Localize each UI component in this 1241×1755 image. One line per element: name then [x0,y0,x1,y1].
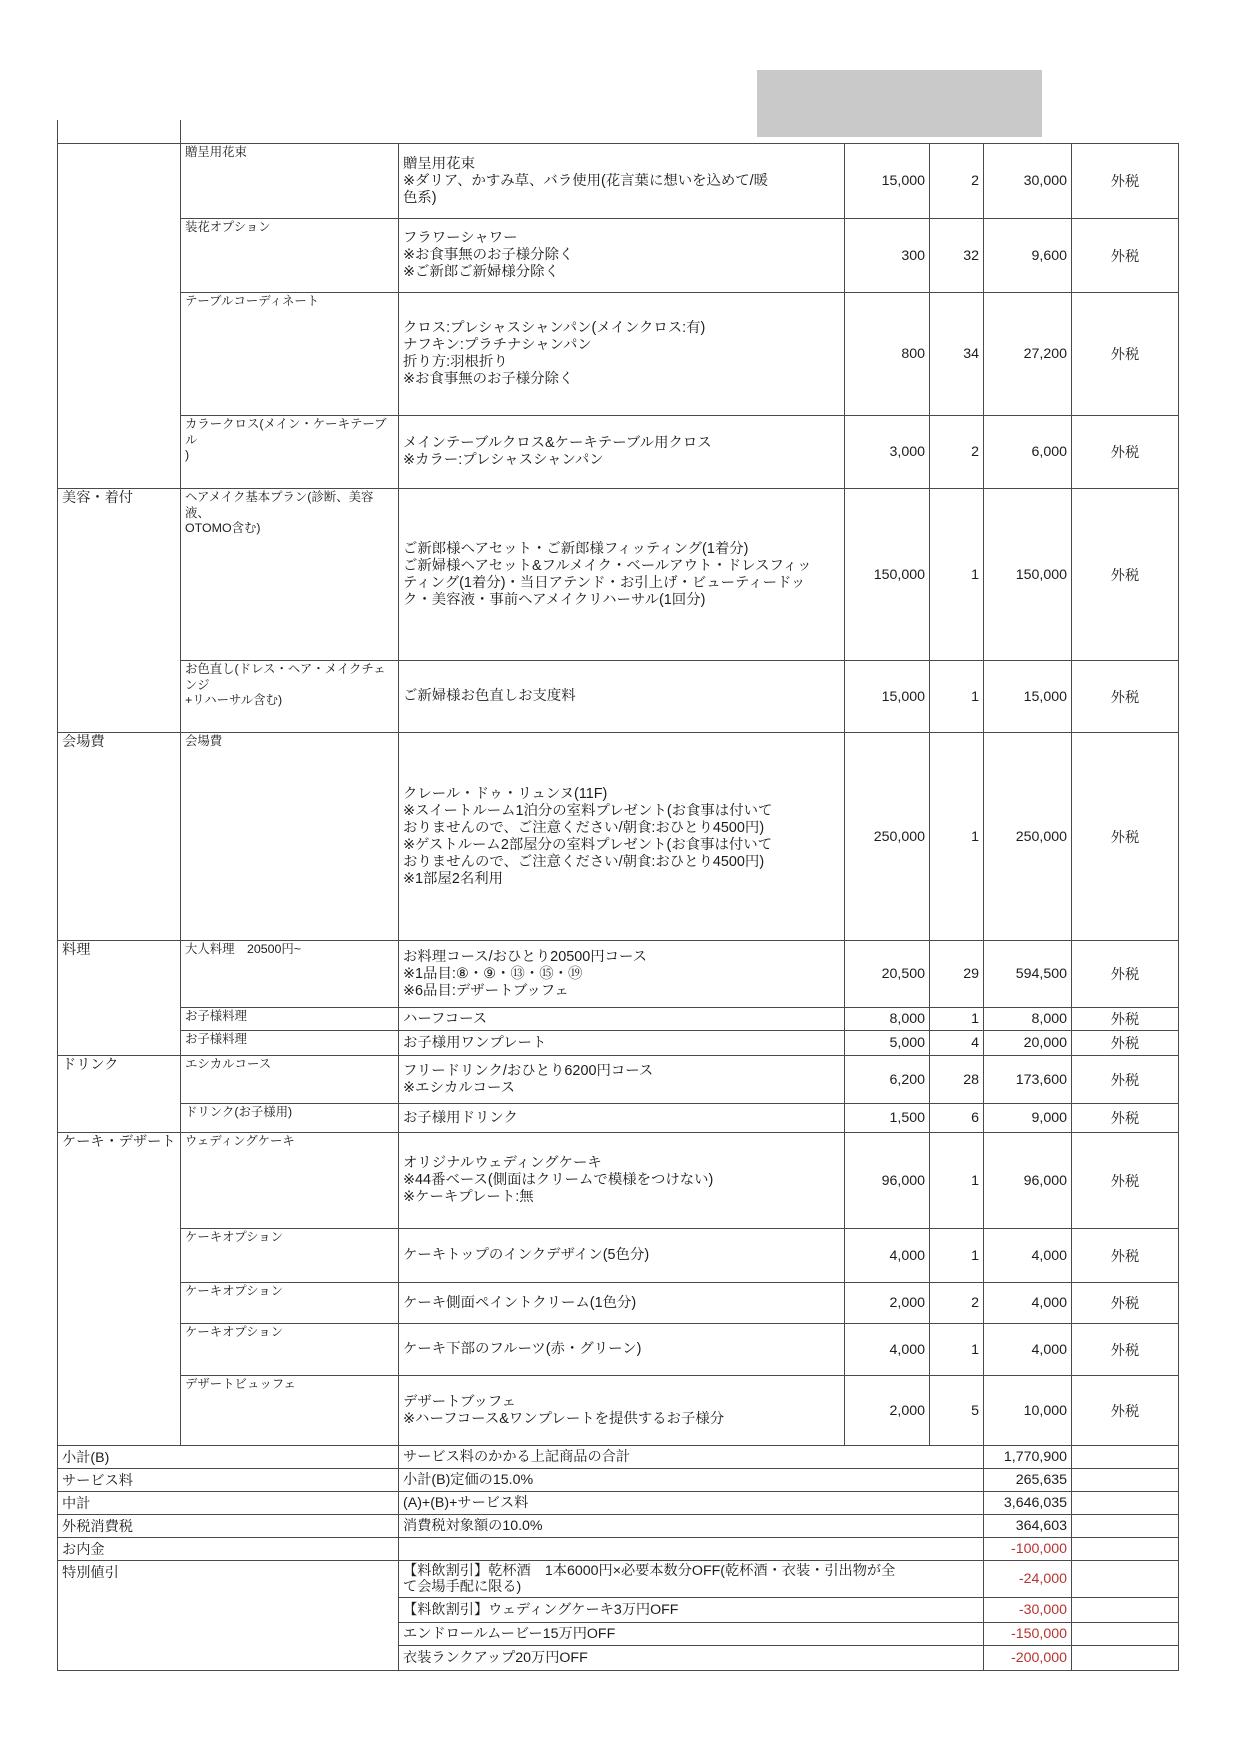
tax-type-cell: 外税 [1072,1229,1179,1283]
quantity-cell: 1 [930,1008,984,1031]
tax-type-cell: 外税 [1072,1031,1179,1056]
unit-price-cell: 20,500 [845,941,930,1008]
item-name-cell: 大人料理 20500円~ [181,941,399,1008]
redacted-gray-box [757,70,1042,137]
quantity-cell: 1 [930,1324,984,1376]
item-name-cell: お子様料理 [181,1031,399,1056]
quantity-cell: 32 [930,219,984,293]
unit-price-cell: 6,200 [845,1056,930,1104]
table-row [58,941,1179,1008]
table-row [58,1008,1179,1031]
estimate-items-table [57,143,1179,1671]
quantity-cell: 1 [930,489,984,661]
unit-price-cell: 15,000 [845,144,930,219]
item-name-cell: お色直し(ドレス・ヘア・メイクチェンジ +リハーサル含む) [181,661,399,733]
quantity-cell: 28 [930,1056,984,1104]
amount-cell: 6,000 [984,416,1072,489]
unit-price-cell: 800 [845,293,930,416]
description-cell: オリジナルウェディングケーキ ※44番ベース(側面はクリームで模様をつけない) ※ケーキプレート:無 [399,1133,845,1229]
blank-cell [1072,1598,1179,1623]
table-continuation-line [180,120,181,143]
tax-type-cell: 外税 [1072,1056,1179,1104]
quantity-cell: 1 [930,661,984,733]
table-row [58,1031,1179,1056]
category-cell: 料理 [58,941,181,1056]
discount-desc-cell: 【料飲割引】ウェディングケーキ3万円OFF [399,1598,984,1623]
item-name-cell: ケーキオプション [181,1283,399,1324]
tax-type-cell: 外税 [1072,489,1179,661]
description-cell: ご新婦様お色直しお支度料 [399,661,845,733]
amount-cell: 10,000 [984,1376,1072,1446]
category-cell: ドリンク [58,1056,181,1133]
unit-price-cell: 4,000 [845,1229,930,1283]
unit-price-cell: 250,000 [845,733,930,941]
table-row [58,661,1179,733]
description-cell: ハーフコース [399,1008,845,1031]
tax-type-cell: 外税 [1072,1008,1179,1031]
tax-type-cell: 外税 [1072,144,1179,219]
item-name-cell: エシカルコース [181,1056,399,1104]
discount-row [58,1561,1179,1598]
discount-value-cell: -30,000 [984,1598,1072,1623]
amount-cell: 9,600 [984,219,1072,293]
quantity-cell: 29 [930,941,984,1008]
table-row [58,1324,1179,1376]
blank-cell [1072,1515,1179,1538]
item-name-cell: ケーキオプション [181,1324,399,1376]
description-cell: 贈呈用花束 ※ダリア、かすみ草、バラ使用(花言葉に想いを込めて/暖 色系) [399,144,845,219]
summary-label-cell: お内金 [58,1538,399,1561]
table-row [58,1376,1179,1446]
amount-cell: 4,000 [984,1324,1072,1376]
blank-cell [1072,1623,1179,1646]
discount-label-cell: 特別値引 [58,1561,399,1671]
unit-price-cell: 15,000 [845,661,930,733]
table-row [58,733,1179,941]
summary-label-cell: 中計 [58,1492,399,1515]
item-name-cell: ドリンク(お子様用) [181,1104,399,1133]
unit-price-cell: 4,000 [845,1324,930,1376]
description-cell: ご新郎様ヘアセット・ご新郎様フィッティング(1着分) ご新婦様ヘアセット&フルメイク・ベールアウト・ドレスフィッ ティング(1着分)・当日アテンド・お引上げ・ビューティードッ ク・美容液・事前ヘアメイクリハーサル(1回分) [399,489,845,661]
description-cell: デザートブッフェ ※ハーフコース&ワンプレートを提供するお子様分 [399,1376,845,1446]
summary-desc-cell: 消費税対象額の10.0% [399,1515,984,1538]
summary-desc-cell [399,1538,984,1561]
description-cell: フリードリンク/おひとり6200円コース ※エシカルコース [399,1056,845,1104]
amount-cell: 150,000 [984,489,1072,661]
item-name-cell: 贈呈用花束 [181,144,399,219]
table-row [58,1056,1179,1104]
quantity-cell: 2 [930,144,984,219]
tax-type-cell: 外税 [1072,416,1179,489]
quantity-cell: 2 [930,416,984,489]
summary-value-cell: -100,000 [984,1538,1072,1561]
item-name-cell: 会場費 [181,733,399,941]
summary-desc-cell: サービス料のかかる上記商品の合計 [399,1446,984,1469]
discount-value-cell: -150,000 [984,1623,1072,1646]
blank-cell [1072,1446,1179,1469]
blank-cell [1072,1561,1179,1598]
description-cell: クロス:プレシャスシャンパン(メインクロス:有) ナフキン:プラチナシャンパン 折り方:羽根折り ※お食事無のお子様分除く [399,293,845,416]
summary-value-cell: 364,603 [984,1515,1072,1538]
quantity-cell: 2 [930,1283,984,1324]
summary-row [58,1538,1179,1561]
discount-desc-cell: 衣装ランクアップ20万円OFF [399,1646,984,1671]
description-cell: お料理コース/おひとり20500円コース ※1品目:⑧・⑨・⑬・⑮・⑲ ※6品目:デザートブッフェ [399,941,845,1008]
tax-type-cell: 外税 [1072,1104,1179,1133]
description-cell: フラワーシャワー ※お食事無のお子様分除く ※ご新郎ご新婦様分除く [399,219,845,293]
item-name-cell: ケーキオプション [181,1229,399,1283]
item-name-cell: テーブルコーディネート [181,293,399,416]
item-name-cell: デザートビュッフェ [181,1376,399,1446]
description-cell: お子様用ワンプレート [399,1031,845,1056]
amount-cell: 30,000 [984,144,1072,219]
table-row [58,1104,1179,1133]
amount-cell: 594,500 [984,941,1072,1008]
description-cell: ケーキ下部のフルーツ(赤・グリーン) [399,1324,845,1376]
table-row [58,416,1179,489]
quantity-cell: 1 [930,733,984,941]
tax-type-cell: 外税 [1072,1376,1179,1446]
description-cell: お子様用ドリンク [399,1104,845,1133]
amount-cell: 27,200 [984,293,1072,416]
summary-row [58,1492,1179,1515]
item-name-cell: 装花オプション [181,219,399,293]
tax-type-cell: 外税 [1072,661,1179,733]
unit-price-cell: 150,000 [845,489,930,661]
table-continuation-line [57,120,58,143]
quantity-cell: 34 [930,293,984,416]
unit-price-cell: 3,000 [845,416,930,489]
discount-desc-cell: 【料飲割引】乾杯酒 1本6000円×必要本数分OFF(乾杯酒・衣装・引出物が全 て会場手配に限る) [399,1561,984,1598]
blank-cell [1072,1538,1179,1561]
unit-price-cell: 300 [845,219,930,293]
summary-value-cell: 1,770,900 [984,1446,1072,1469]
summary-label-cell: 外税消費税 [58,1515,399,1538]
summary-value-cell: 265,635 [984,1469,1072,1492]
summary-desc-cell: 小計(B)定価の15.0% [399,1469,984,1492]
unit-price-cell: 2,000 [845,1283,930,1324]
summary-value-cell: 3,646,035 [984,1492,1072,1515]
blank-cell [1072,1469,1179,1492]
tax-type-cell: 外税 [1072,941,1179,1008]
quantity-cell: 5 [930,1376,984,1446]
amount-cell: 96,000 [984,1133,1072,1229]
tax-type-cell: 外税 [1072,1324,1179,1376]
unit-price-cell: 8,000 [845,1008,930,1031]
tax-type-cell: 外税 [1072,733,1179,941]
tax-type-cell: 外税 [1072,293,1179,416]
amount-cell: 250,000 [984,733,1072,941]
category-cell: 会場費 [58,733,181,941]
summary-label-cell: サービス料 [58,1469,399,1492]
table-row [58,144,1179,219]
category-cell [58,144,181,489]
item-name-cell: カラークロス(メイン・ケーキテーブル ) [181,416,399,489]
amount-cell: 15,000 [984,661,1072,733]
amount-cell: 4,000 [984,1283,1072,1324]
unit-price-cell: 96,000 [845,1133,930,1229]
amount-cell: 4,000 [984,1229,1072,1283]
quantity-cell: 1 [930,1133,984,1229]
table-row [58,293,1179,416]
category-cell: 美容・着付 [58,489,181,733]
tax-type-cell: 外税 [1072,1133,1179,1229]
table-row [58,1229,1179,1283]
table-row [58,1133,1179,1229]
item-name-cell: ウェディングケーキ [181,1133,399,1229]
discount-value-cell: -200,000 [984,1646,1072,1671]
description-cell: メインテーブルクロス&ケーキテーブル用クロス ※カラー:プレシャスシャンパン [399,416,845,489]
summary-desc-cell: (A)+(B)+サービス料 [399,1492,984,1515]
table-row [58,219,1179,293]
unit-price-cell: 5,000 [845,1031,930,1056]
unit-price-cell: 2,000 [845,1376,930,1446]
amount-cell: 9,000 [984,1104,1072,1133]
blank-cell [1072,1492,1179,1515]
description-cell: ケーキトップのインクデザイン(5色分) [399,1229,845,1283]
table-row [58,1283,1179,1324]
description-cell: クレール・ドゥ・リュンヌ(11F) ※スイートルーム1泊分の室料プレゼント(お食事は付いて おりませんので、ご注意ください/朝食:おひとり4500円) ※ゲストルーム2部屋分の室料プレゼント(お食事は付いて おりませんので、ご注意ください/朝食:おひとり4500円) ※1部屋2名利用 [399,733,845,941]
amount-cell: 8,000 [984,1008,1072,1031]
tax-type-cell: 外税 [1072,219,1179,293]
estimate-table-body [58,144,1179,1671]
discount-desc-cell: エンドロールムービー15万円OFF [399,1623,984,1646]
blank-cell [1072,1646,1179,1671]
summary-label-cell: 小計(B) [58,1446,399,1469]
quantity-cell: 6 [930,1104,984,1133]
quantity-cell: 4 [930,1031,984,1056]
summary-row [58,1515,1179,1538]
table-row [58,489,1179,661]
summary-row [58,1469,1179,1492]
quantity-cell: 1 [930,1229,984,1283]
discount-value-cell: -24,000 [984,1561,1072,1598]
unit-price-cell: 1,500 [845,1104,930,1133]
item-name-cell: ヘアメイク基本プラン(診断、美容液、 OTOMO含む) [181,489,399,661]
tax-type-cell: 外税 [1072,1283,1179,1324]
description-cell: ケーキ側面ペイントクリーム(1色分) [399,1283,845,1324]
category-cell: ケーキ・デザート [58,1133,181,1446]
item-name-cell: お子様料理 [181,1008,399,1031]
amount-cell: 173,600 [984,1056,1072,1104]
summary-row [58,1446,1179,1469]
amount-cell: 20,000 [984,1031,1072,1056]
